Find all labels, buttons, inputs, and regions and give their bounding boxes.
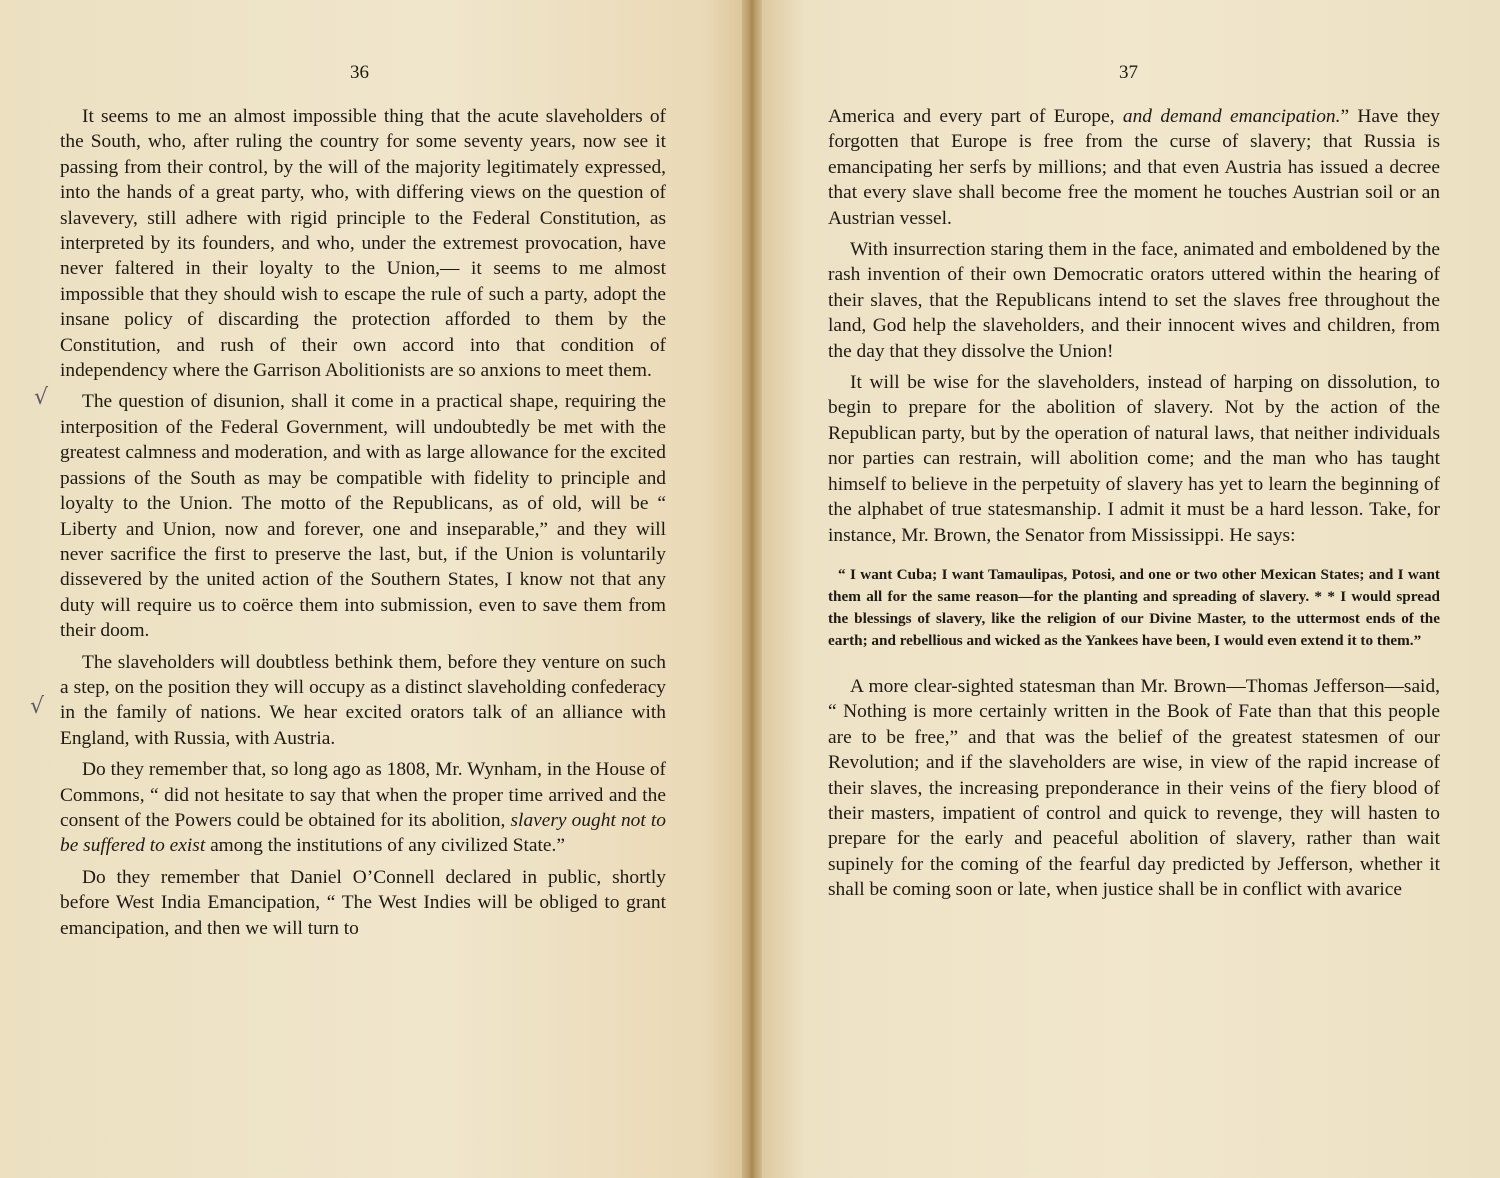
paragraph (60, 757, 666, 859)
check-mark-icon: √ (30, 694, 45, 719)
book-gutter (742, 0, 762, 1178)
paragraph: It will be wise for the slaveholders, instead of harping on dissolution, to begin to prepare for the abolition of slavery. Not by the action of the Republican party, but by the operation of natural laws, that neither individuals nor parties can restrain, will abolition come; and the man who has taught himself to believe in the perpetuity of slavery has yet to learn the beginning of the alphabet of true statesmanship. I admit it must be a hard lesson. Take, for instance, Mr. Brown, the Senator from Mississippi. He says: (828, 372, 1440, 546)
paragraph: It seems to me an almost impossible thing that the acute slaveholders of the South, who, after ruling the country for some seventy years, now see it passing from their control, by the will of the majority legitimately expressed, into the hands of a great party, who, with differing views on the question of slavevery, still adhere with rigid principle to the Federal Constitution, as interpreted by its founders, and who, under the extremest provocation, have never faltered in their loyalty to the Union,— it seems to me almost impossible that they should wish to escape the rule of such a party, adopt the insane policy of discarding the protection afforded to them by the Constitution, and rush of their own accord into that condition of independency where the Garrison Abolitionists are so anxions to meet them. (60, 106, 666, 382)
paragraph-text: among the institutions of any civilized State.” (205, 835, 565, 857)
page-number-right: 37 (1119, 62, 1138, 83)
paragraph: Do they remember that Daniel O’Connell declared in public, shortly before West India Emancipation, “ The West Indies will be obliged to grant emancipation, and then we will turn to (60, 866, 666, 939)
check-mark-icon: √ (34, 385, 49, 410)
left-page (0, 0, 742, 1178)
paragraph-text: ” Have they forgotten that Europe is free from the curse of slavery; that Russia is emancipating her serfs by millions; and that even Austria has issued a decree that every slave shall become free the moment he touches Austrian soil or an Austrian vessel. (828, 106, 1440, 229)
page-number-left: 36 (350, 62, 369, 83)
paragraph: The slaveholders will doubtless bethink them, before they venture on such a step, on the position they will occupy as a distinct slaveholding confederacy in the family of nations. We hear excited orators talk of an alliance with England, with Russia, with Austria. (60, 651, 666, 749)
italic-text: and demand emancipation. (1122, 106, 1341, 127)
paragraph (828, 104, 1440, 231)
paragraph: The question of disunion, shall it come in a practical shape, requiring the interposition of the Federal Government, will undoubtedly be met with the greatest calmness and moderation, and with as large allowance for the excited passions of the South as may be compatible with fidelity to principle and loyalty to the Union. The motto of the Republicans, as of old, will be “ Liberty and Union, now and forever, one and inseparable,” and they will never sacrifice the first to preserve the last, but, if the Union is voluntarily dissevered by the united action of the Southern States, I know not that any duty will require us to coërce them into submission, even to save them from their doom. (60, 391, 666, 642)
italic-text: slavery ought not to be suffered to exist (60, 809, 666, 857)
paragraph-text: America and every part of Europe, (828, 106, 1123, 127)
paragraph-text: Do they remember that, so long ago as 1808, Mr. Wynham, in the House of Commons, “ did not hesitate to say that when the proper time arrived and the consent of the Powers could be obtained for its abolition, (60, 759, 666, 831)
left-page-text (60, 104, 666, 947)
block-quote: “ I want Cuba; I want Tamaulipas, Potosi, and one or two other Mexican States; and I want them all for the same reason—for the planting and spreading of slavery. * * I would spread the blessings of slavery, like the religion of our Divine Master, to the uttermost ends of the earth; and rebellious and wicked as the Yankees have been, I would even extend it to them.” (828, 565, 1440, 649)
right-page-text (828, 104, 1440, 909)
paragraph: With insurrection staring them in the face, animated and emboldened by the rash invention of their own Democratic orators uttered within the hearing of their slaves, that the Republicans intend to set the slaves free throughout the land, God help the slaveholders, and their innocent wives and children, from the day that they dissolve the Union! (828, 239, 1440, 362)
paragraph: A more clear-sighted statesman than Mr. Brown—Thomas Jefferson—said, “ Nothing is more certainly written in the Book of Fate than that this people are to be free,” and that was the belief of the greatest statesmen of our Revolution; and if the slaveholders are wise, in view of the rapid increase of their slaves, the increasing preponderance in their veins of the fiery blood of their masters, impatient of control and quick to revenge, they will hasten to prepare for the early and peaceful abolition of slavery, rather than wait supinely for the coming of the fearful day predicted by Jefferson, whether it shall be coming soon or late, when justice shall be in conflict with avarice (828, 675, 1440, 901)
right-page (762, 0, 1500, 1178)
